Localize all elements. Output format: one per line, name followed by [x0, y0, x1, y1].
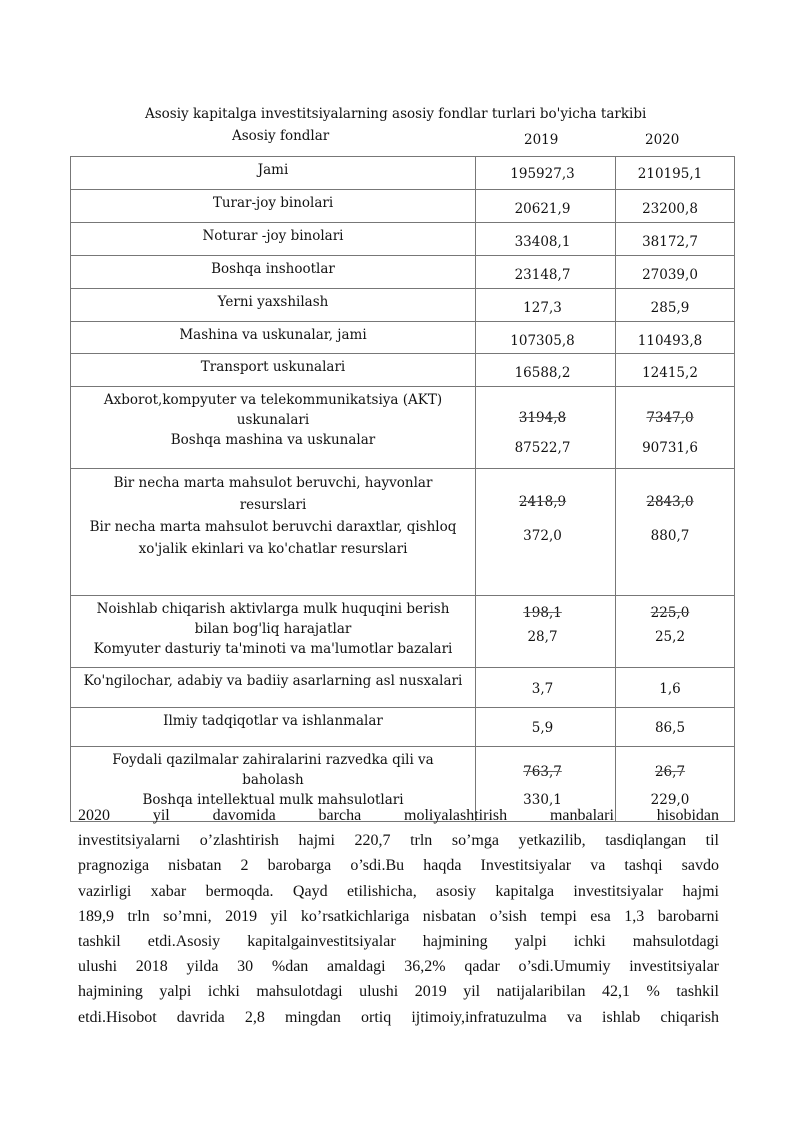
table-row [71, 321, 735, 354]
value-2020: 25,2 [654, 628, 686, 645]
funds-table [70, 156, 734, 822]
value-2019: 20621,9 [514, 200, 571, 217]
value-2020: 210195,1 [637, 166, 703, 182]
fund-name-line: Komyuter dasturiy ta'minoti va ma'lumotlar bazalari [93, 640, 453, 657]
fund-name-line: Transport uskunalari [200, 359, 346, 376]
value-2020-cell [616, 288, 735, 321]
value-2020: 86,5 [654, 719, 686, 736]
table-title: Asosiy kapitalga investitsiyalarning asosiy fondlar turlari bo'yicha tarkibi [145, 106, 647, 122]
value-2019-cell [476, 595, 616, 667]
fund-name-line: Bir necha marta mahsulot beruvchi daraxtlar, qishloq [89, 518, 457, 535]
fund-name-line: xo'jalik ekinlari va ko'chatlar resurslari [138, 540, 408, 557]
value-2020-cell [616, 354, 735, 387]
value-2019-cell [476, 354, 616, 387]
fund-name-cell [71, 354, 476, 387]
value-2020: 26,7 [654, 764, 686, 781]
fund-name-line: uskunalari [236, 412, 310, 429]
fund-name-line: Mashina va uskunalar, jami [179, 326, 367, 343]
value-2019-cell [476, 707, 616, 747]
value-2019: 198,1 [523, 604, 562, 621]
table-row [71, 707, 735, 747]
paragraph-line: pragnoziga nisbatan 2 barobarga o’sdi.Bu haqda Investitsiyalar va tashqi savdo [78, 857, 719, 875]
fund-name-line: Foydali qazilmalar zahiralarini razvedka qili va [112, 752, 434, 769]
table-row [71, 595, 735, 667]
fund-name-line: Boshqa mashina va uskunalar [170, 432, 376, 449]
value-2020-cell [616, 707, 735, 747]
fund-name-line: Axborot,kompyuter va telekommunikatsiya (AKT) [103, 392, 443, 409]
table-row [71, 189, 735, 222]
fund-name-line: bilan bog'liq harajatlar [194, 620, 352, 637]
header-2020: 2020 [645, 132, 680, 148]
value-2020-cell [616, 157, 735, 190]
table-row [71, 255, 735, 288]
table-row [71, 157, 735, 190]
value-2020: 90731,6 [642, 440, 698, 457]
fund-name-line: Ilmiy tadqiqotlar va ishlanmalar [163, 712, 383, 729]
value-2020: 1,6 [659, 681, 681, 698]
fund-name-cell [71, 387, 476, 468]
value-2020-cell [616, 222, 735, 255]
fund-name-cell [71, 222, 476, 255]
paragraph-line: hajmining yalpi ichki mahsulotdagi ulushi 2019 yil natijalaribilan 42,1 % tashkil [78, 983, 719, 1001]
fund-name-line: resurslari [239, 496, 307, 513]
value-2020: 229,0 [650, 792, 690, 809]
paragraph-line: vazirligi xabar bermoqda. Qayd etilishicha, asosiy kapitalga investitsiyalar hajmi [78, 882, 719, 900]
value-2020: 12415,2 [642, 365, 698, 382]
fund-name-line: Jami [257, 162, 289, 178]
fund-name-cell [71, 321, 476, 354]
fund-name-line: Turar-joy binolari [212, 194, 334, 211]
paragraph-line: 189,9 trln so’mni, 2019 yil ko’rsatkichlariga nisbatan o’sish tempi esa 1,3 barobarni [78, 907, 719, 925]
value-2019: 330,1 [523, 792, 562, 809]
value-2020-cell [616, 189, 735, 222]
value-2019-cell [476, 288, 616, 321]
table-row [71, 222, 735, 255]
fund-name-line: Boshqa inshootlar [211, 260, 335, 277]
fund-name-line: Noturar -joy binolari [202, 227, 344, 244]
value-2019: 2418,9 [518, 493, 567, 510]
fund-name-cell [71, 595, 476, 667]
value-2020-cell [616, 595, 735, 667]
value-2019: 195927,3 [510, 166, 575, 182]
value-2020: 27039,0 [642, 266, 698, 283]
value-2019: 3,7 [531, 681, 554, 698]
value-2019: 372,0 [523, 527, 562, 544]
value-2020: 110493,8 [637, 332, 703, 349]
value-2020: 2843,0 [646, 493, 694, 510]
value-2019-cell [476, 222, 616, 255]
fund-name-cell [71, 468, 476, 595]
paragraph-line: etdi.Hisobot davrida 2,8 mingdan ortiq ijtimoiy,infratuzulma va ishlab chiqarish [78, 1008, 719, 1026]
value-2020: 225,0 [650, 604, 690, 621]
value-2019: 28,7 [527, 628, 558, 645]
table-row [71, 288, 735, 321]
paragraph-line: ulushi 2018 yilda 30 %dan amaldagi 36,2% qadar o’sdi.Umumiy investitsiyalar [78, 958, 719, 976]
value-2019: 87522,7 [514, 440, 571, 457]
fund-name-cell [71, 255, 476, 288]
value-2019: 763,7 [523, 764, 562, 781]
fund-name-cell [71, 189, 476, 222]
value-2020-cell [616, 468, 735, 595]
body-paragraph [78, 803, 719, 1030]
value-2019: 16588,2 [514, 365, 571, 382]
value-2020-cell [616, 387, 735, 468]
table-row [71, 387, 735, 468]
value-2020: 285,9 [650, 299, 690, 316]
value-2019: 3194,8 [518, 410, 567, 427]
value-2019-cell [476, 668, 616, 708]
value-2020-cell [616, 321, 735, 354]
paragraph-line: tashkil etdi.Asosiy kapitalgainvestitsiyalar hajmining yalpi ichki mahsulotdagi [78, 933, 719, 951]
value-2019-cell [476, 157, 616, 190]
fund-name-cell [71, 157, 476, 190]
fund-name-line: baholash [242, 772, 304, 789]
paragraph-line: 2020 yil davomida barcha moliyalashtirish manbalari hisobidan [78, 807, 719, 824]
value-2019: 33408,1 [514, 233, 571, 250]
value-2020-cell [616, 255, 735, 288]
value-2020: 7347,0 [646, 410, 694, 427]
value-2019: 23148,7 [514, 266, 571, 283]
fund-name-cell [71, 668, 476, 708]
value-2020: 880,7 [650, 527, 690, 544]
header-2019: 2019 [524, 132, 559, 148]
fund-name-line: Noishlab chiqarish aktivlarga mulk huquqini berish [96, 600, 450, 617]
value-2019: 5,9 [531, 719, 554, 736]
paragraph-line: investitsiyalarni o’zlashtirish hajmi 220,7 trln so’mga yetkazilib, tasdiqlangan til [78, 832, 719, 850]
fund-name-cell [71, 707, 476, 747]
header-asosiy-fondlar: Asosiy fondlar [232, 128, 330, 144]
value-2019: 127,3 [523, 299, 562, 316]
fund-name-line: Boshqa intellektual mulk mahsulotlari [142, 792, 404, 809]
fund-name-line: Yerni yaxshilash [217, 293, 329, 310]
fund-name-line: Ko'ngilochar, adabiy va badiiy asarlarning asl nusxalari [83, 673, 463, 690]
value-2020: 23200,8 [642, 200, 698, 217]
value-2019: 107305,8 [510, 332, 575, 349]
table-row [71, 668, 735, 708]
value-2020-cell [616, 668, 735, 708]
value-2019-cell [476, 387, 616, 468]
table-row [71, 468, 735, 595]
value-2019-cell [476, 468, 616, 595]
value-2019-cell [476, 189, 616, 222]
fund-name-line: Bir necha marta mahsulot beruvchi, hayvonlar [113, 474, 433, 491]
value-2019-cell [476, 255, 616, 288]
value-2020: 38172,7 [642, 233, 698, 250]
value-2019-cell [476, 321, 616, 354]
table-row [71, 354, 735, 387]
fund-name-cell [71, 288, 476, 321]
